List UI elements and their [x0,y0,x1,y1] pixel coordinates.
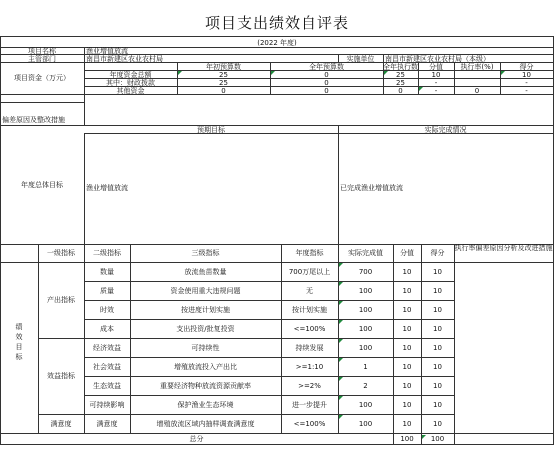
cell-marker-icon [339,339,343,343]
project-name-value: 渔业增值放流 [86,47,128,55]
dept-label: 主管部门 [28,55,56,63]
perf-row-l3: 保护渔业生态环境 [177,401,234,409]
funds-cell: 10 [522,71,531,79]
funds-header-score-value: 分值 [429,63,443,71]
perf-row-l3: 重要经济物种放流资源贡献率 [160,382,251,390]
perf-row-actual: 100 [358,420,373,428]
perf-side-char: 目 [15,343,23,351]
perf-side-char: 绩 [15,323,23,331]
expected-goal-header: 预期目标 [197,126,225,134]
perf-row-l2: 社会效益 [93,363,121,371]
perf-row-score-value: 10 [402,287,412,295]
perf-row-score-value: 10 [402,363,412,371]
perf-row-score: 10 [433,382,442,390]
annual-goal-label: 年度总体目标 [21,181,63,189]
cell-marker-icon [422,435,426,439]
funds-cell: 0 [324,79,329,87]
funds-row-label: 其他资金 [116,87,145,95]
perf-row-actual: 100 [358,306,373,314]
cell-marker-icon [339,358,343,362]
perf-group-satisfaction: 满意度 [50,420,72,428]
deviation-label: 偏差原因及整改措施 [2,116,65,124]
perf-row-actual: 700 [358,268,373,276]
perf-side-char: 效 [15,333,23,341]
funds-cell: 0 [324,87,329,95]
perf-row-score-value: 10 [402,382,412,390]
funds-row-label: 其中：财政拨款 [106,79,155,87]
funds-cell: - [525,87,528,95]
perf-row-l3: 资金使用重大违规问题 [170,287,241,295]
perf-row-score: 10 [433,306,442,314]
cell-marker-icon [384,71,388,75]
perf-row-target: 按计划实施 [292,306,327,314]
perf-row-l3: 放流鱼苗数量 [184,268,227,276]
perf-row-target: <=100% [293,420,326,428]
funds-cell: 25 [396,79,405,87]
expected-goal-text: 渔业增值放流 [86,184,128,192]
actual-completion-header: 实际完成情况 [424,126,467,134]
cell-marker-icon [339,320,343,324]
funds-header-initial: 年初预算数 [206,63,241,71]
total-score: 100 [430,435,445,443]
cell-marker-icon [178,71,182,75]
funds-cell: 0 [221,87,226,95]
funds-header-exec-rate: 执行率(%) [460,63,494,71]
perf-header-actual: 实际完成值 [348,249,383,257]
cell-marker-icon [501,71,505,75]
perf-row-score: 10 [433,420,442,428]
perf-row-score: 10 [433,287,442,295]
cell-marker-icon [419,87,423,91]
perf-header-target: 年度指标 [295,249,324,257]
perf-row-target: >=1:10 [295,363,324,371]
cell-marker-icon [339,396,343,400]
perf-row-actual: 100 [358,401,373,409]
perf-header-score: 得分 [430,249,445,257]
funds-row-label: 年度资金总额 [109,71,152,79]
funds-label: 项目资金（万元） [14,74,70,82]
funds-header-executed: 全年执行数 [383,63,418,71]
perf-row-target: >=2% [298,382,321,390]
cell-marker-icon [339,301,343,305]
funds-cell: 25 [219,79,228,87]
perf-row-l2: 数量 [100,268,114,276]
perf-row-score-value: 10 [402,401,412,409]
funds-cell: 0 [474,87,480,95]
cell-marker-icon [339,263,343,267]
perf-row-score: 10 [433,344,442,352]
perf-row-target: 持续发展 [295,344,324,352]
total-score-value: 100 [400,435,414,443]
total-label: 总分 [189,435,204,443]
perf-row-actual: 100 [358,344,373,352]
form-title: 项目支出绩效自评表 [204,14,349,32]
perf-row-score: 10 [433,325,442,333]
perf-header-l2: 二级指标 [93,249,121,257]
perf-row-actual: 2 [363,382,368,390]
cell-marker-icon [271,71,275,75]
funds-cell: 25 [396,71,405,79]
funds-cell: 0 [398,87,403,95]
perf-row-l3: 支出投资/批复投资 [176,325,235,333]
cell-marker-icon [339,415,343,419]
perf-row-target: 700万尾以上 [288,268,331,276]
funds-header-score: 得分 [519,63,534,71]
perf-header-l3: 三级指标 [191,249,220,257]
cell-marker-icon [339,282,343,286]
funds-header-annual: 全年预算数 [309,63,344,71]
perf-row-score: 10 [433,363,442,371]
perf-row-l3: 增殖放流区域内抽样调查满意度 [156,420,255,428]
impl-unit-value: 南昌市新建区农业农村局（本级） [385,55,490,63]
perf-row-l3: 可持续性 [191,344,220,352]
perf-row-target: 无 [306,287,313,295]
perf-row-l2: 时效 [100,306,114,314]
perf-row-l2: 可持续影响 [89,401,125,409]
funds-cell: - [434,79,438,87]
perf-header-score-value: 分值 [400,249,414,257]
perf-row-l3: 增殖放流投入产出比 [174,363,237,371]
perf-row-l3: 按进度计划实施 [181,306,230,314]
funds-cell: 0 [324,71,329,79]
cell-marker-icon [339,377,343,381]
perf-row-actual: 100 [358,287,373,295]
dept-value: 南昌市新建区农业农村局 [86,55,163,63]
project-name-label: 项目名称 [28,47,56,55]
funds-cell: 25 [219,71,228,79]
perf-row-target: 进一步提升 [292,401,327,409]
funds-cell: - [434,87,438,95]
impl-unit-label: 实施单位 [346,55,375,63]
perf-header-l1: 一级指标 [47,249,75,257]
perf-row-l2: 满意度 [96,420,118,428]
perf-row-target: <=100% [293,325,326,333]
perf-group-output: 产出指标 [47,296,75,304]
perf-row-score-value: 10 [402,306,412,314]
perf-row-score-value: 10 [402,420,412,428]
perf-row-score-value: 10 [402,344,412,352]
perf-header-deviation: 执行率偏差原因分析及改进措施 [454,244,553,252]
perf-side-char: 标 [15,353,23,361]
perf-row-actual: 100 [358,325,373,333]
perf-row-score: 10 [433,268,442,276]
perf-row-score-value: 10 [402,268,412,276]
perf-group-benefit: 效益指标 [47,372,75,380]
perf-row-l2: 成本 [100,325,114,333]
year-label: (2022 年度) [257,39,297,47]
actual-goal-text: 已完成渔业增值放流 [340,184,403,192]
perf-row-l2: 质量 [100,287,114,295]
funds-cell: - [525,79,528,87]
perf-row-score: 10 [433,401,442,409]
funds-cell: 10 [431,71,441,79]
perf-row-score-value: 10 [402,325,412,333]
perf-row-actual: 1 [363,363,368,371]
perf-row-l2: 生态效益 [93,382,121,390]
perf-row-l2: 经济效益 [93,344,121,352]
